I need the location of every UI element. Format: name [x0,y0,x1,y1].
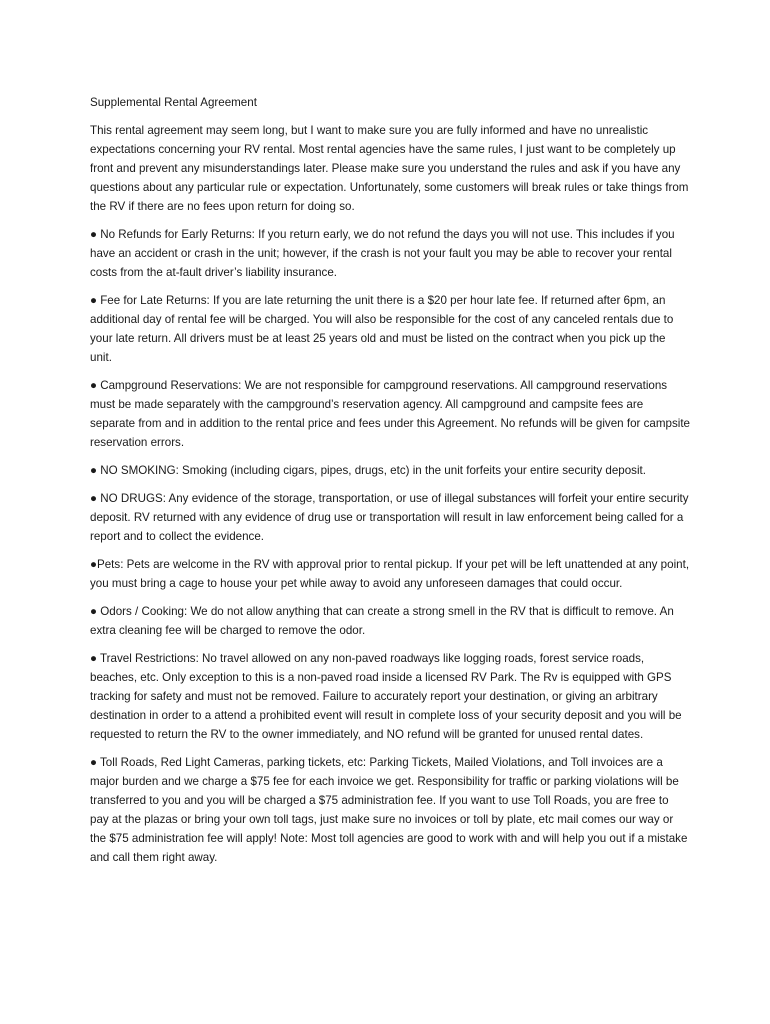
rule-late-returns: ● Fee for Late Returns: If you are late returning the unit there is a $20 per hour late fee. If returned after 6pm, an additional day of rental fee will be charged. You will also be responsible for the cost of any canceled rentals due to your late return. All drivers must be at least 25 years old and must be listed on the contract when you pick up the unit. [90,294,674,364]
document-page [90,93,690,876]
rule-early-returns: ● No Refunds for Early Returns: If you return early, we do not refund the days you will not use. This includes if you have an accident or crash in the unit; however, if the crash is not your fault you may be able to recover your rental costs from the at-fault driver’s liability insurance. [90,228,675,279]
rule-travel-restrictions: ● Travel Restrictions: No travel allowed on any non-paved roadways like logging roads, forest service roads, beaches, etc. Only exception to this is a non-paved road inside a licensed RV Park. The Rv is equipped with GPS tracking for safety and must not be removed. Failure to accurately report your destination, or giving an arbitrary destination in order to a attend a prohibited event will result in complete loss of your security deposit and you will be requested to return the RV to the owner immediately, and NO refund will be granted for unused rental dates. [90,652,682,741]
rule-toll-roads: ● Toll Roads, Red Light Cameras, parking tickets, etc: Parking Tickets, Mailed Violations, and Toll invoices are a major burden and we charge a $75 fee for each invoice we get. Responsibility for traffic or parking violations will be transferred to you and you will be charged a $75 administration fee. If you want to use Toll Roads, you are free to pay at the plazas or bring your own toll tags, just make sure no invoices or toll by plate, etc mail comes our way or the $75 administration fee will apply! Note: Most toll agencies are good to work with and will help you out if a mistake and call them right away. [90,756,688,864]
rule-odors-cooking: ● Odors / Cooking: We do not allow anything that can create a strong smell in the RV that is difficult to remove. An extra cleaning fee will be charged to remove the odor. [90,605,674,637]
rule-no-smoking: ● NO SMOKING: Smoking (including cigars, pipes, drugs, etc) in the unit forfeits your entire security deposit. [90,464,647,477]
rule-campground-reservations: ● Campground Reservations: We are not responsible for campground reservations. All campground reservations must be made separately with the campground’s reservation agency. All campground and campsite fees are separate from and in addition to the rental price and fees under this Agreement. No refunds will be given for campsite reservation errors. [90,379,690,449]
intro-paragraph: This rental agreement may seem long, but I want to make sure you are fully informed and have no unrealistic expectations concerning your RV rental. Most rental agencies have the same rules, I just want to be completely up front and prevent any misunderstandings later. Please make sure you understand the rules and ask if you have any questions about any particular rule or expectation. Unfortunately, some customers will break rules or take things from the RV if there are no fees upon return for doing so. [90,124,689,213]
document-title: Supplemental Rental Agreement [90,96,257,109]
rule-pets: ●Pets: Pets are welcome in the RV with approval prior to rental pickup. If your pet will be left unattended at any point, you must bring a cage to house your pet while away to avoid any unforeseen damages that could occur. [90,558,690,590]
rule-no-drugs: ● NO DRUGS: Any evidence of the storage, transportation, or use of illegal substances will forfeit your entire security deposit. RV returned with any evidence of drug use or transportation will result in law enforcement being called for a report and to collect the evidence. [90,492,689,543]
